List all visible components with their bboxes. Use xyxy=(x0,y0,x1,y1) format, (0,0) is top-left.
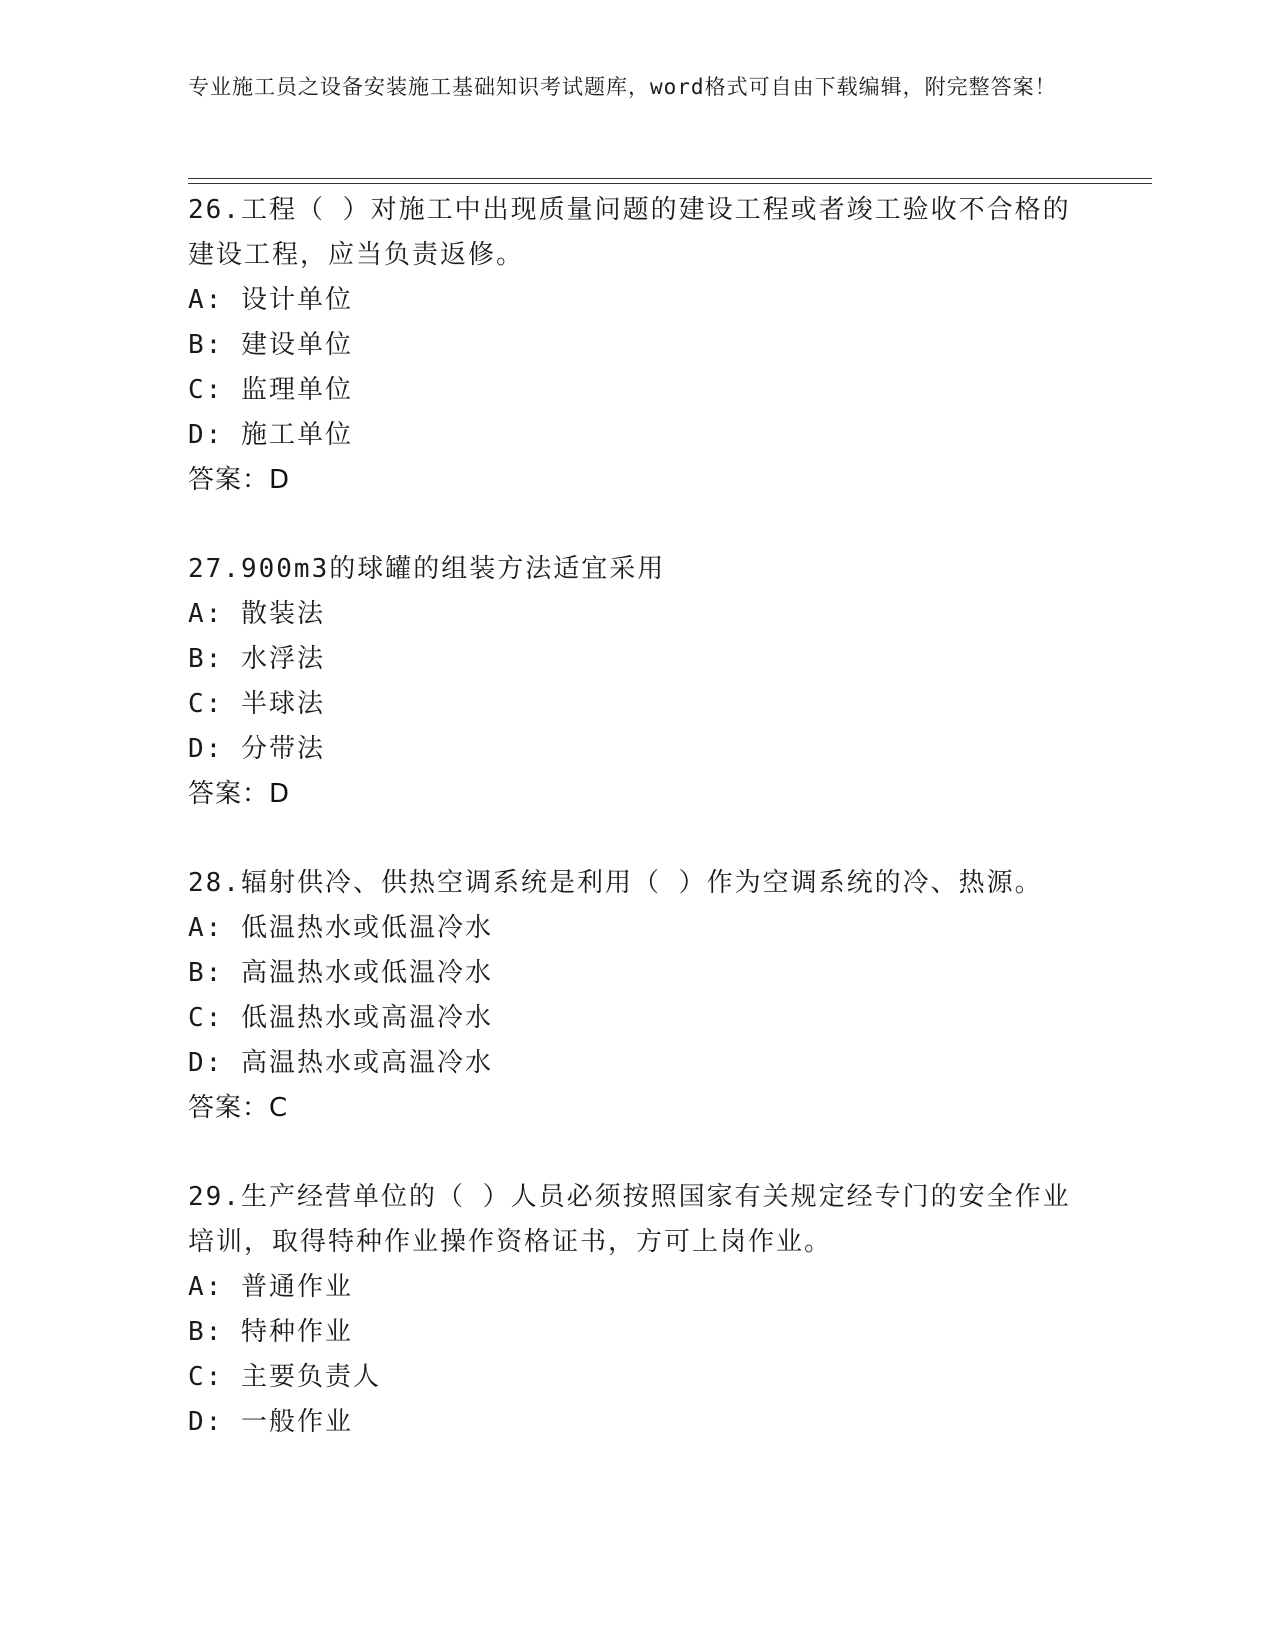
option-a: A: 设计单位 xyxy=(188,285,353,315)
option-a: A: 普通作业 xyxy=(188,1272,353,1302)
question-stem: 27.900m3的球罐的组装方法适宜采用 xyxy=(188,554,666,584)
question-stem: 29.生产经营单位的（ ）人员必须按照国家有关规定经专门的安全作业培训，取得特种作业操作资格证书，方可上岗作业。 xyxy=(188,1182,1071,1257)
answer-line: 答案：D xyxy=(188,779,291,809)
option-d: D: 施工单位 xyxy=(188,420,353,450)
option-a: A: 低温热水或低温冷水 xyxy=(188,913,493,943)
option-d: D: 高温热水或高温冷水 xyxy=(188,1048,493,1078)
option-c: C: 低温热水或高温冷水 xyxy=(188,1003,493,1033)
option-c: C: 半球法 xyxy=(188,689,325,719)
option-d: D: 一般作业 xyxy=(188,1407,353,1437)
header-divider-top xyxy=(188,178,1152,179)
question-26 xyxy=(188,188,1088,503)
option-c: C: 监理单位 xyxy=(188,375,353,405)
option-b: B: 高温热水或低温冷水 xyxy=(188,958,493,988)
question-stem: 26.工程（ ）对施工中出现质量问题的建设工程或者竣工验收不合格的建设工程，应当负责返修。 xyxy=(188,195,1071,270)
answer-line: 答案：C xyxy=(188,1093,289,1123)
answer-line: 答案：D xyxy=(188,465,291,495)
question-list xyxy=(188,188,1088,1489)
header-divider-bottom xyxy=(188,183,1152,184)
question-27 xyxy=(188,547,1088,817)
document-header: 专业施工员之设备安装施工基础知识考试题库，word格式可自由下载编辑，附完整答案！ xyxy=(188,75,1057,99)
option-b: B: 特种作业 xyxy=(188,1317,353,1347)
option-a: A: 散装法 xyxy=(188,599,325,629)
option-c: C: 主要负责人 xyxy=(188,1362,381,1392)
option-b: B: 水浮法 xyxy=(188,644,325,674)
option-d: D: 分带法 xyxy=(188,734,325,764)
option-b: B: 建设单位 xyxy=(188,330,353,360)
question-29 xyxy=(188,1175,1088,1445)
question-28 xyxy=(188,861,1088,1131)
question-stem: 28.辐射供冷、供热空调系统是利用（ ）作为空调系统的冷、热源。 xyxy=(188,868,1043,898)
